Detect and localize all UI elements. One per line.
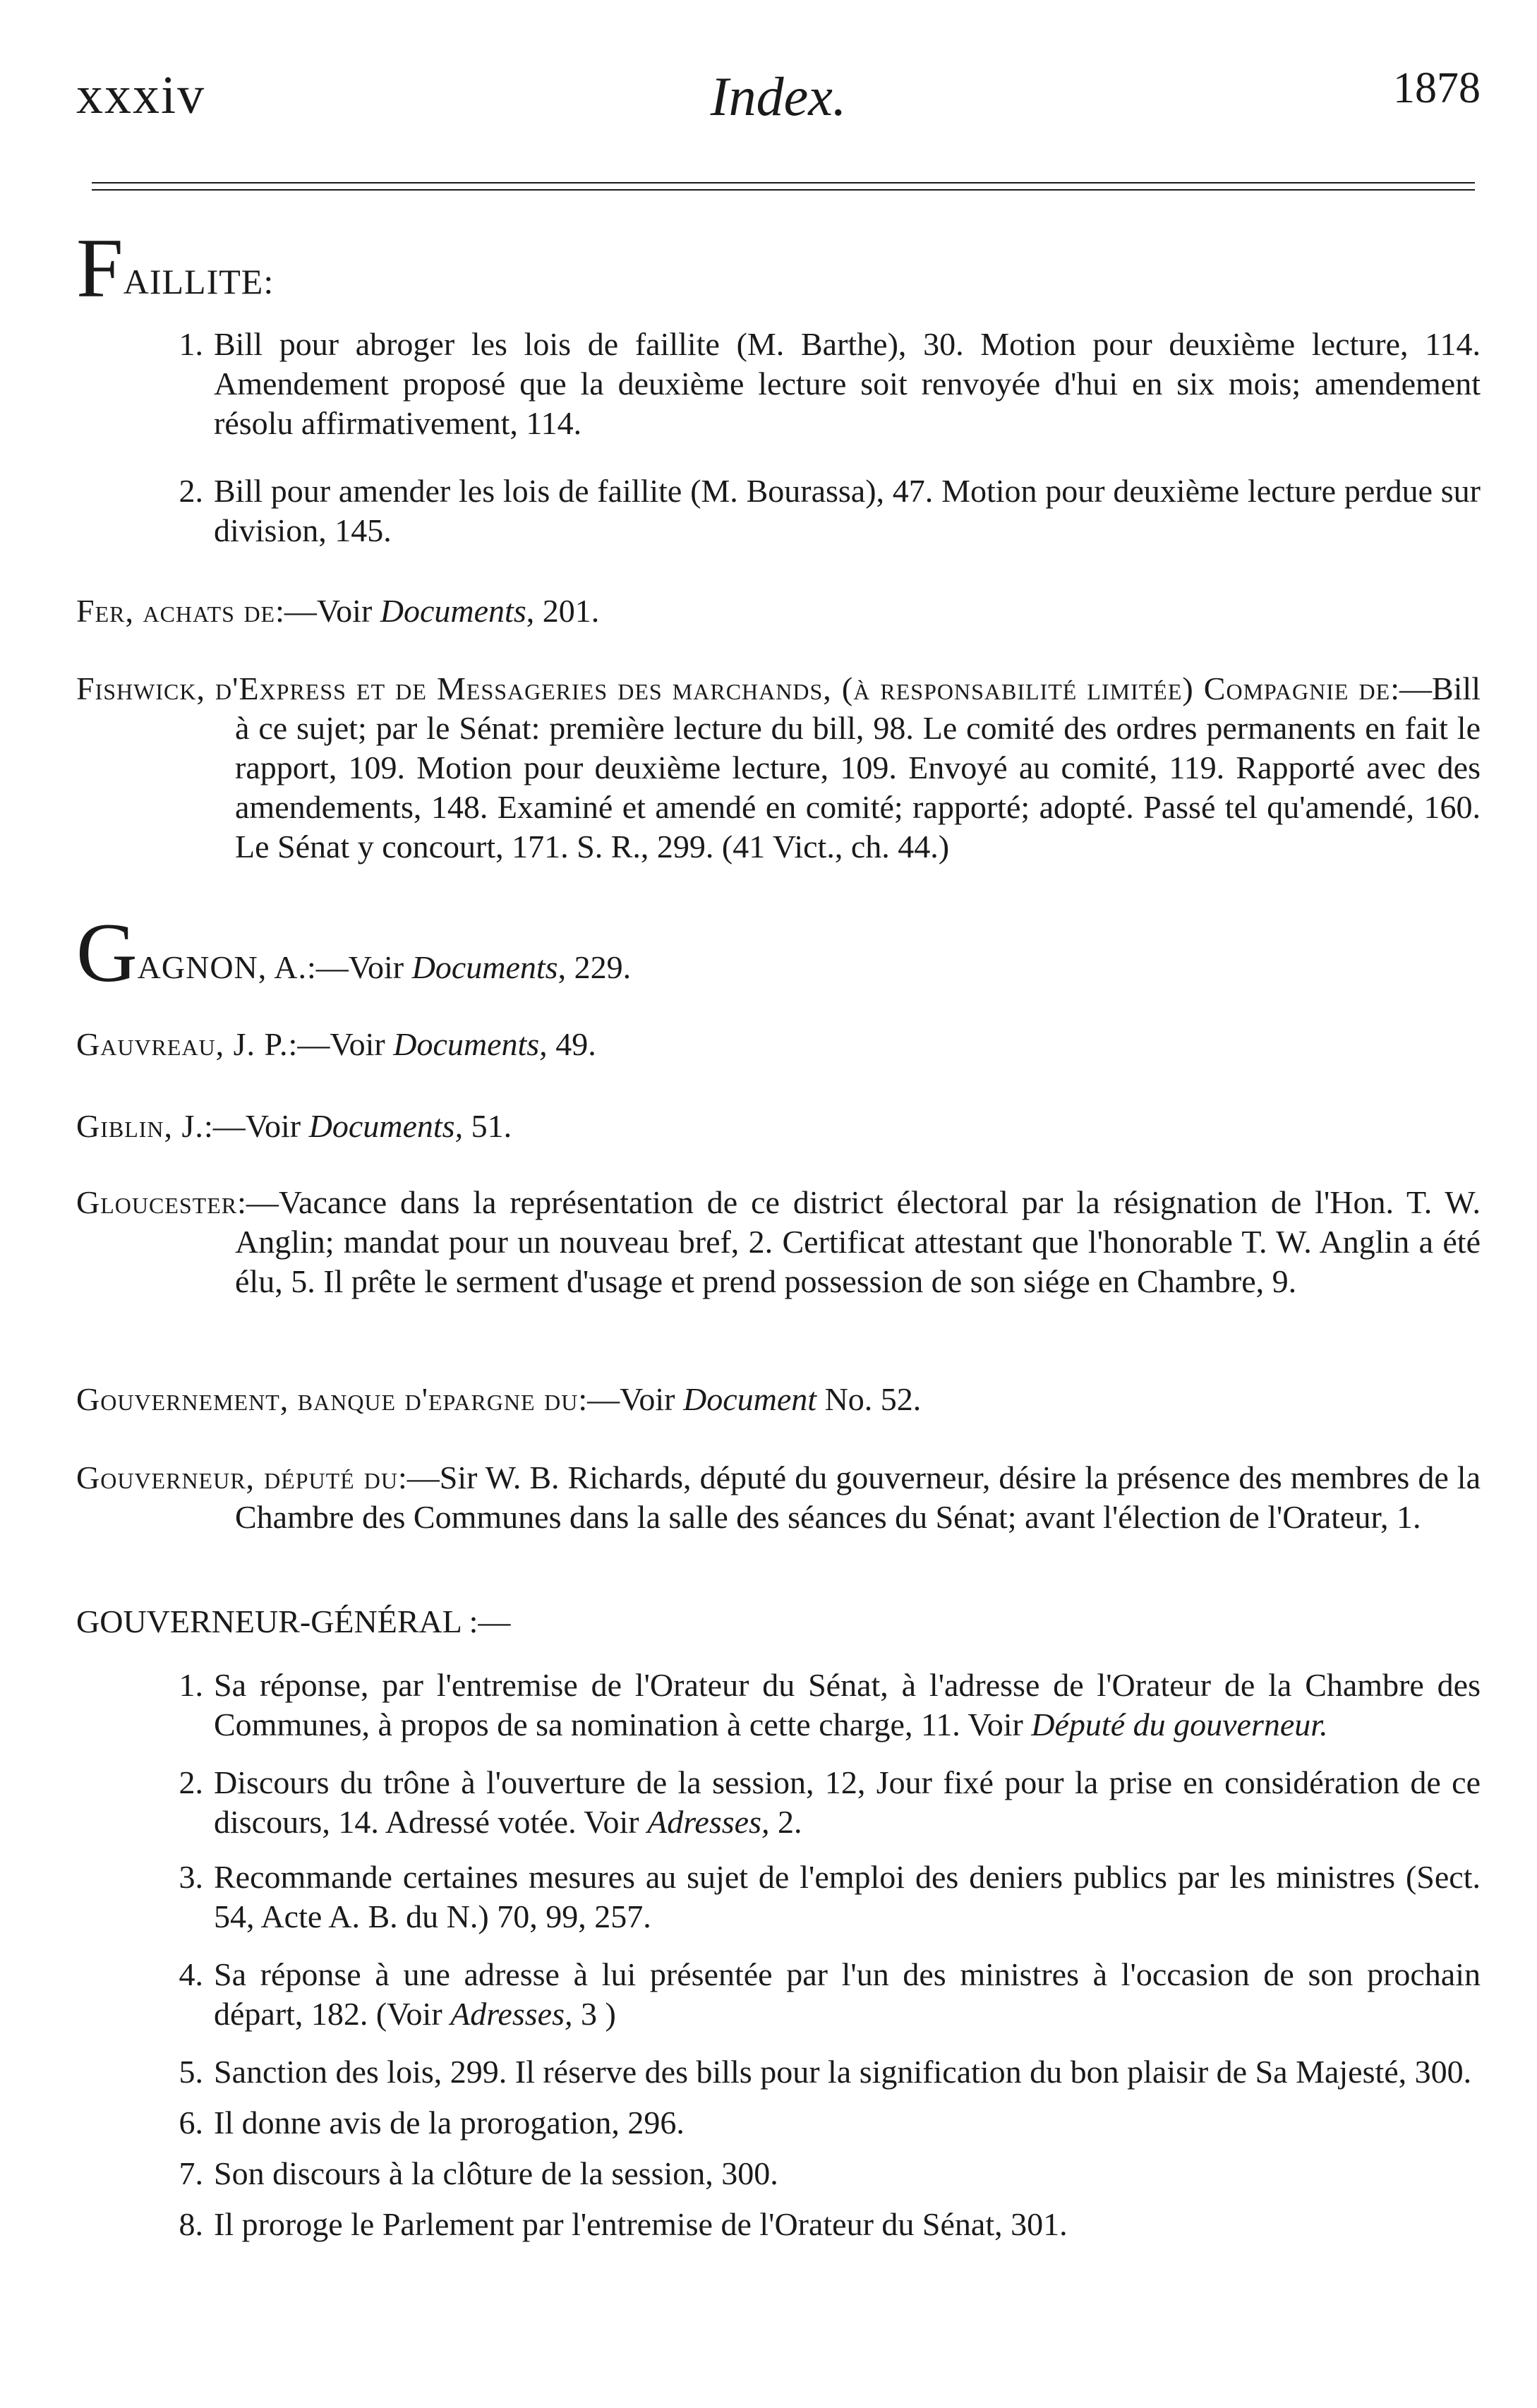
item-number: 4. xyxy=(179,1956,203,1992)
faillite-item-2 xyxy=(147,471,1481,550)
drop-cap: G xyxy=(76,905,138,999)
entry-faillite xyxy=(76,221,1481,550)
page-ref: , 229. xyxy=(557,949,632,985)
header-rule-bottom xyxy=(92,189,1475,191)
entry-text: :—Vacance dans la représentation de ce district électoral par la résignation de l'Hon. T. W. Anglin; mandat pour un nouveau bref, 2. Certificat attestant que l'honorable T. W. Anglin a été élu, 5. Il prête le serment d'usage et prend possession de son siége en Chambre, 9. xyxy=(235,1184,1481,1299)
cross-reference: Adresses, xyxy=(647,1804,770,1840)
entry-text: :—Voir xyxy=(203,1108,309,1144)
entry-heading: Fishwick, d'Express et de Messageries des marchands, (à responsabilité limitée) Compagnie de xyxy=(76,670,1391,706)
page-ref: 2. xyxy=(769,1804,802,1840)
entry-heading: AGNON, A. xyxy=(137,949,307,985)
item-number: 8. xyxy=(179,2206,203,2242)
entry-heading: Gouverneur, député du xyxy=(76,1459,398,1495)
gg-item-6 xyxy=(147,2103,1481,2143)
cross-reference: Documents, xyxy=(393,1026,548,1062)
entry-gouverneur-depute xyxy=(76,1458,1481,1537)
entry-gloucester xyxy=(76,1183,1481,1301)
gg-item-8 xyxy=(147,2205,1481,2244)
cross-reference: Documents xyxy=(380,593,526,629)
entry-heading: GOUVERNEUR-GÉNÉRAL :— xyxy=(76,1603,511,1639)
header-rule-top xyxy=(92,182,1475,183)
entry-text: :—Sir W. B. Richards, député du gouverneur, désire la présence des membres de la Chambre des Communes dans la salle des séances du Sénat; avant l'élection de l'Orateur, 1. xyxy=(235,1459,1481,1535)
cross-reference: Document xyxy=(683,1381,817,1417)
page-ref: 3 ) xyxy=(572,1996,616,2032)
entry-heading: Gloucester xyxy=(76,1184,238,1220)
drop-cap: F xyxy=(76,221,123,315)
cross-reference: Adresses, xyxy=(450,1996,573,2032)
entry-text: :—Voir xyxy=(275,593,380,629)
cross-reference: Documents, xyxy=(308,1108,464,1144)
item-text: Bill pour amender les lois de faillite (M. Bourassa), 47. Motion pour deuxième lecture perdue sur division, 145. xyxy=(214,473,1481,548)
entry-text: :—Voir xyxy=(306,949,412,985)
entry-text: :—Voir xyxy=(578,1381,683,1417)
item-text: Sanction des lois, 299. Il réserve des bills pour la signification du bon plaisir de Sa Majesté, 300. xyxy=(214,2054,1472,2090)
entry-text: :—Bill à ce sujet; par le Sénat: première lecture du bill, 98. Le comité des ordres permanents en fait le rapport, 109. Motion pour deuxième lecture, 109. Envoyé au comité, 119. Rapporté avec des amendements, 148. Examiné et amendé en comité; rapporté; adopté. Passé tel qu'amendé, 160. Le Sénat y concourt, 171. S. R., 299. (41 Vict., ch. 44.) xyxy=(235,670,1481,865)
cross-reference: Député du gouverneur. xyxy=(1031,1706,1328,1742)
item-text: Il donne avis de la prorogation, 296. xyxy=(214,2105,685,2141)
page-ref: 49. xyxy=(547,1026,596,1062)
item-text: Sa réponse à une adresse à lui présentée par l'un des ministres à l'occasion de son prochain départ, 182. (Voir xyxy=(214,1956,1481,2032)
item-text: Son discours à la clôture de la session, 300. xyxy=(214,2155,778,2191)
gg-item-3 xyxy=(147,1858,1481,1937)
entry-heading: Gauvreau, J. P. xyxy=(76,1026,289,1062)
page-header xyxy=(76,65,1481,143)
item-text: Il proroge le Parlement par l'entremise de l'Orateur du Sénat, 301. xyxy=(214,2206,1068,2242)
item-number: 3. xyxy=(179,1859,203,1895)
item-text: Bill pour abroger les lois de faillite (M. Barthe), 30. Motion pour deuxième lecture, 114. Amendement proposé que la deuxième lecture soit renvoyée d'hui en six mois; amendement résolu affirmativement, 114. xyxy=(214,326,1481,441)
entry-gouverneur-general xyxy=(76,1602,1481,2244)
entry-gagnon xyxy=(76,905,1481,999)
entry-heading: Giblin, J. xyxy=(76,1108,204,1144)
item-number: 1. xyxy=(179,1667,203,1703)
gg-item-5 xyxy=(147,2052,1481,2092)
page-year: 1878 xyxy=(1393,64,1481,112)
entry-heading: Gouvernement, banque d'epargne du xyxy=(76,1381,579,1417)
item-text: Sa réponse, par l'entremise de l'Orateur du Sénat, à l'adresse de l'Orateur de la Chambre des Communes, à propos de sa nomination à cette charge, 11. Voir xyxy=(214,1667,1481,1742)
entry-heading xyxy=(76,221,1481,315)
heading-text: AILLITE: xyxy=(123,262,275,301)
item-number: 2. xyxy=(179,1764,203,1800)
gg-item-2 xyxy=(147,1763,1481,1842)
faillite-item-1 xyxy=(147,325,1481,443)
entry-giblin xyxy=(76,1107,1481,1146)
entry-fishwick xyxy=(76,669,1481,867)
gg-item-7 xyxy=(147,2154,1481,2193)
entry-gouvernement xyxy=(76,1380,1481,1419)
item-number: 6. xyxy=(179,2105,203,2141)
item-number: 7. xyxy=(179,2155,203,2191)
item-text: Recommande certaines mesures au sujet de l'emploi des deniers publics par les ministres (Sect. 54, Acte A. B. du N.) 70, 99, 257. xyxy=(214,1859,1481,1934)
page-ref: No. 52. xyxy=(816,1381,922,1417)
entry-fer xyxy=(76,591,1481,631)
entry-gauvreau xyxy=(76,1025,1481,1064)
page-number: xxxiv xyxy=(76,66,206,125)
page-ref: 51. xyxy=(463,1108,512,1144)
item-number: 5. xyxy=(179,2054,203,2090)
page-ref: , 201. xyxy=(526,593,600,629)
gg-item-1 xyxy=(147,1666,1481,1745)
entry-text: :—Voir xyxy=(288,1026,394,1062)
item-text: Discours du trône à l'ouverture de la session, 12, Jour fixé pour la prise en considération de ce discours, 14. Adressé votée. Voir xyxy=(214,1764,1481,1840)
gg-item-4 xyxy=(147,1955,1481,2034)
entry-heading: Fer, achats de xyxy=(76,593,276,629)
cross-reference: Documents xyxy=(411,949,558,985)
page-title: Index. xyxy=(710,66,847,127)
item-number: 2. xyxy=(179,473,203,509)
item-number: 1. xyxy=(179,326,203,362)
